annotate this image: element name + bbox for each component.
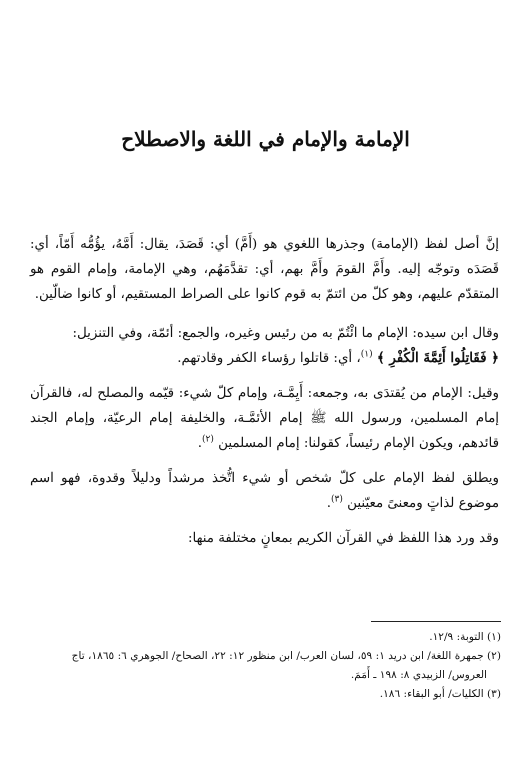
footnote-ref-3: (٣) — [331, 494, 343, 505]
main-text — [30, 232, 499, 565]
footnote-3: (٣) الكليات/ أبو البقاء: ١٨٦. — [379, 688, 501, 700]
paragraph-imam-meanings-text: وقيل: الإمام من يُقتدَى به، وجمعه: أَيِمَّـة، وإمام كلّ شيء: قيّمه والمصلح له، فالقرآن إمام المسلمين، ورسول الله ﷺ إمام الأئمَّـة، والخليفة إمام الرعيّة، وإمام الجند قائدهم، ويكون الإمام رئيساً، كقولنا: إمام المسلمين — [30, 386, 499, 451]
footnote-1: (١) التوبة: ١٢/٩. — [429, 631, 501, 643]
footnote-2-continued: العروس/ الزبيدي ٨: ١٩٨ ـ أَمَمَ. — [350, 669, 487, 681]
paragraph-definition: إنَّ أصل لفظ (الإمامة) وجذرها اللغوي هو (أَمَّ) أي: قَصَدَ، يقال: أَمَّهُ، يؤُمُّه أَمّاً، أي: قَصَدَه وتوجّه إليه. وأَمَّ القومَ وأَمَّ بهم، أي: تقدَّمَهُم، وهي الإمامة، وإمام القوم هو المتقدّم عليهم، وهو كلّ من ائتمّ به قوم كانوا على الصراط المستقيم، أو كانوا ضالّين. — [30, 237, 499, 302]
paragraph-ibn-sidah — [30, 321, 499, 371]
quran-verse: ﴿ فَقَاتِلُوا أَئِمَّةَ الْكُفْرِ ﴾ — [376, 350, 499, 366]
footnote-divider — [371, 621, 501, 622]
page-title: الإمامة والإمام في اللغة والاصطلاح — [121, 127, 410, 151]
paragraph-ibn-sidah-text: وقال ابن سيده: الإمام ما ائْتُمّ به من رئيس وغيره، والجمع: أئمّة، وفي التنزيل: — [72, 326, 499, 341]
paragraph-general-usage-text: ويطلق لفظ الإمام على كلّ شخص أو شيء اتُّخذ مرشداً ودليلاً وقدوة، فهو اسم موضوع لذاتٍ ومعنىً معيّنين — [30, 471, 499, 511]
footnote-2: (٢) جمهرة اللغة/ ابن دريد ١: ٥٩، لسان العرب/ ابن منظور ١٢: ٢٢، الصحاح/ الجوهري ٦: ١٨٦٥، تاج — [71, 650, 501, 662]
footnotes — [30, 628, 501, 704]
paragraph-ibn-sidah-after: ، أي: قاتلوا رؤساء الكفر وقادتهم. — [177, 351, 361, 366]
footnote-ref-1: (١) — [360, 349, 373, 360]
paragraph-quran-intro: وقد ورد هذا اللفظ في القرآن الكريم بمعانٍ مختلفة منها: — [188, 531, 499, 546]
paragraph-general-usage: ويطلق لفظ الإمام على كلّ شخص أو شيء اتُّخذ مرشداً ودليلاً وقدوة، فهو اسم موضوع لذاتٍ ومعنىً معيّنين $^{(٣)}$. — [30, 471, 499, 511]
footnote-ref-2: (٢) — [202, 434, 214, 445]
paragraph-imam-meanings: وقيل: الإمام من يُقتدَى به، وجمعه: أَيِمَّـة، وإمام كلّ شيء: قيّمه والمصلح له، فالقرآن إمام المسلمين، ورسول الله ﷺ إمام الأئمَّـة، والخليفة إمام الرعيّة، وإمام الجند قائدهم، ويكون الإمام رئيساً، كقولنا: إمام المسلمين $^{(٢)}$. — [30, 386, 499, 451]
